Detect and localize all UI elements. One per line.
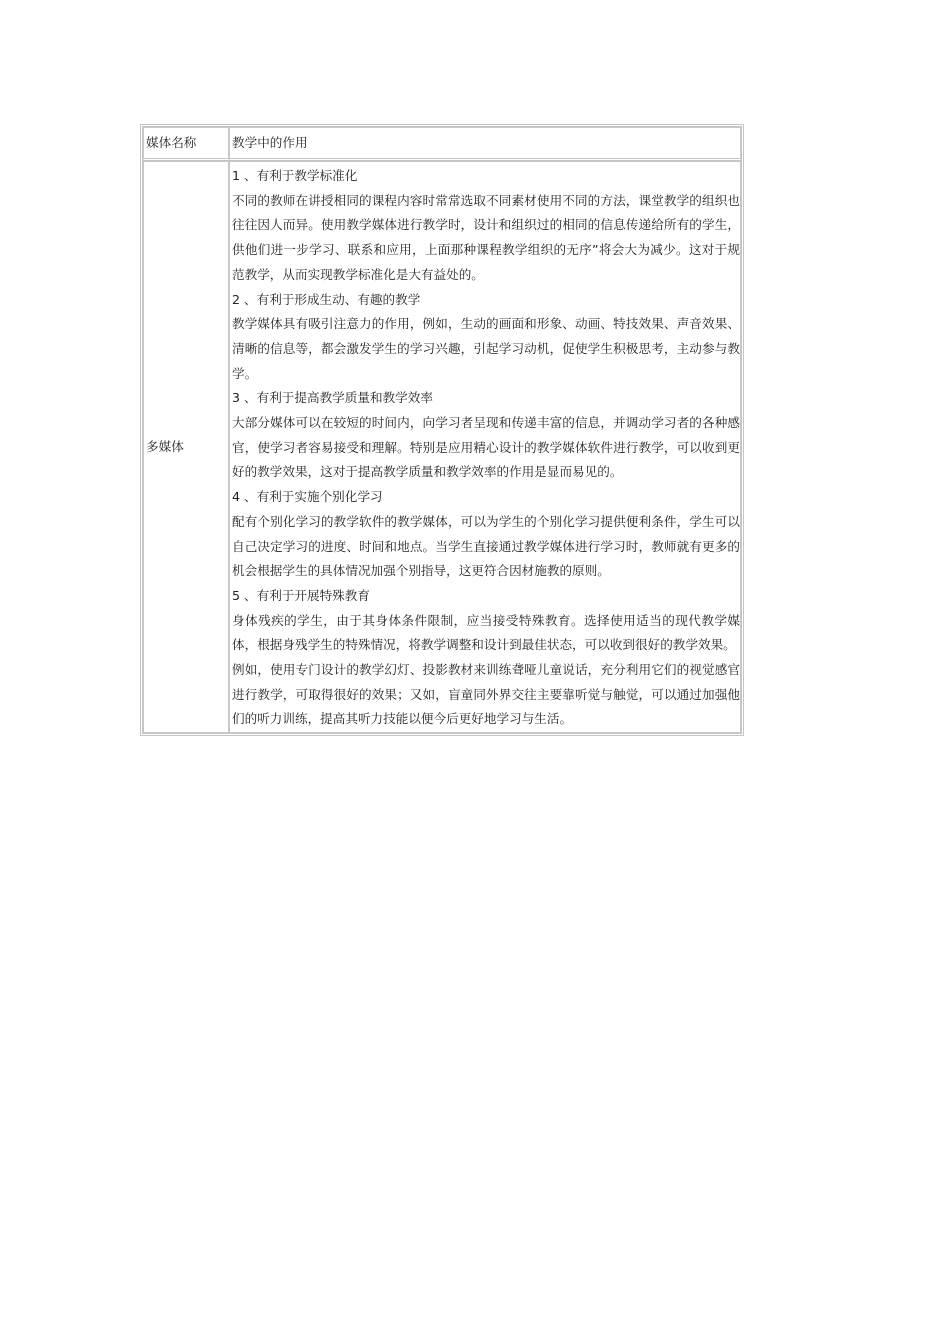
point-5-heading: 5 、有利于开展特殊教育 [232,587,370,603]
point-1-heading: 1 、有利于教学标准化 [232,168,358,183]
media-role-table [140,124,744,736]
point-2-heading: 2 、有利于形成生动、有趣的教学 [232,291,421,307]
media-name-cell: 多媒体 [143,161,229,733]
header-media-name: 媒体名称 [143,127,229,161]
table-row [143,161,741,733]
point-3-body: 大部分媒体可以在较短的时间内，向学习者呈现和传递丰富的信息，并调动学习者的各种感官，使学习者容易接受和理解。特别是应用精心设计的教学媒体软件进行教学，可以收到更好的教学效果，这对于提高教学质量和教学效率的作用是显而易见的。 [232,415,740,480]
teaching-role-cell [229,161,741,733]
point-5-example: 例如，使用专门设计的教学幻灯、投影教材来训练聋哑儿童说话，充分利用它们的视觉感官进行教学，可取得很好的效果；又如，盲童同外界交往主要靠听觉与触觉，可以通过加强他们的听力训练，提高其听力技能以便今后更好地学习与生活。 [232,662,740,727]
point-4-heading: 4 、有利于实施个别化学习 [232,489,383,505]
point-5-body: 身体残疾的学生，由于其身体条件限制，应当接受特殊教育。选择使用适当的现代教学媒体，根据身残学生的特殊情况，将教学调整和设计到最佳状态，可以收到很好的教学效果。 [232,612,740,653]
point-3-heading: 3 、有利于提高教学质量和教学效率 [232,390,433,406]
header-teaching-role: 教学中的作用 [229,127,741,161]
point-1-body: 不同的教师在讲授相同的课程内容时常常选取不同素材使用不同的方法，课堂教学的组织也往往因人而异。使用教学媒体进行教学时，设计和组织过的相同的信息传递给所有的学生，供他们进一步学习、联系和应用，上面那种课程教学组织的无序”将会大为减少。这对于规范教学，从而实现教学标准化是大有益处的。 [232,192,740,282]
point-4-body: 配有个别化学习的教学软件的教学媒体，可以为学生的个别化学习提供便利条件，学生可以自己决定学习的进度、时间和地点。当学生直接通过教学媒体进行学习时，教师就有更多的机会根据学生的具体情况加强个别指导，这更符合因材施教的原则。 [232,513,740,579]
table-header-row [143,127,741,161]
point-2-body: 教学媒体具有吸引注意力的作用，例如，生动的画面和形象、动画、特技效果、声音效果、清晰的信息等，都会激发学生的学习兴趣，引起学习动机，促使学生积极思考，主动参与教学。 [232,316,740,381]
